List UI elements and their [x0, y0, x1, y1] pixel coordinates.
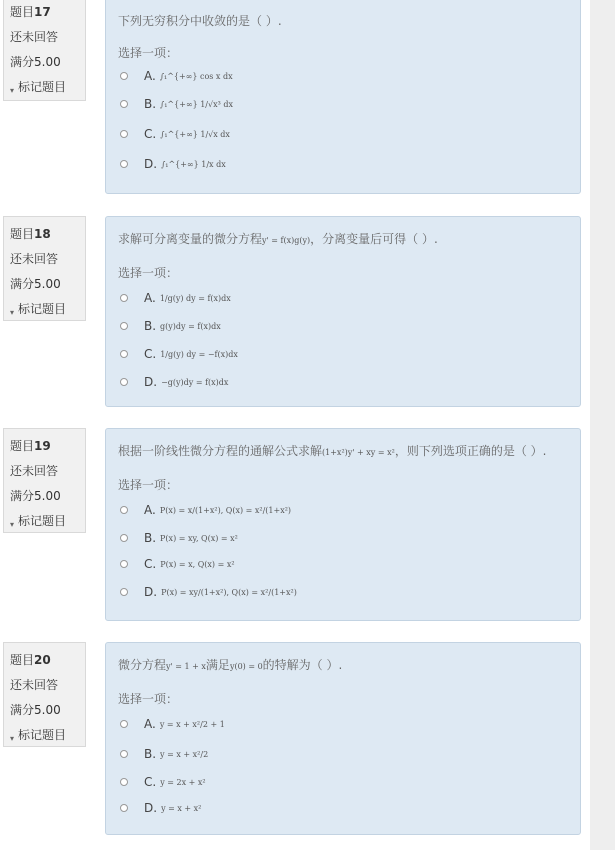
question-info [3, 216, 86, 321]
radio-button[interactable] [120, 100, 128, 108]
option-a[interactable]: A. P(x) = x/(1+x²), Q(x) = x²/(1+x²) [118, 495, 568, 525]
question-number: 题目18 [10, 227, 51, 241]
flag-icon: ▾ [10, 85, 15, 95]
option-math: −g(y)dy = f(x)dx [161, 377, 229, 387]
question-text: 根据一阶线性微分方程的通解公式求解(1+x²)y' + xy = x²，则下列选项正确的是（ ）. [118, 444, 547, 458]
options-list [118, 709, 568, 821]
option-c[interactable]: C. y = 2x + x² [118, 769, 568, 795]
option-d[interactable]: D. P(x) = xy/(1+x²), Q(x) = x²/(1+x²) [118, 577, 568, 607]
option-d[interactable]: D. y = x + x² [118, 795, 568, 821]
option-math: 1/g(y) dy = −f(x)dx [160, 349, 238, 359]
select-one-prompt: 选择一项： [118, 266, 179, 280]
question-panel [105, 428, 581, 621]
option-math: ∫₁^{+∞} cos x dx [159, 71, 233, 81]
select-one-prompt: 选择一项： [118, 478, 179, 492]
radio-button[interactable] [120, 534, 128, 542]
option-a[interactable]: A. ∫₁^{+∞} cos x dx [118, 63, 568, 89]
select-one-prompt: 选择一项： [118, 692, 179, 706]
answer-status: 还未回答 [10, 30, 59, 44]
option-c[interactable]: C. 1/g(y) dy = −f(x)dx [118, 339, 568, 369]
option-math: P(x) = x/(1+x²), Q(x) = x²/(1+x²) [159, 505, 292, 515]
option-b[interactable]: B. y = x + x²/2 [118, 739, 568, 769]
radio-button[interactable] [120, 160, 128, 168]
radio-button[interactable] [120, 750, 128, 758]
max-score: 满分5.00 [10, 277, 61, 291]
option-math: ∫₁^{+∞} 1/√x³ dx [160, 99, 233, 109]
max-score: 满分5.00 [10, 703, 61, 717]
max-score: 满分5.00 [10, 489, 61, 503]
question-panel [105, 0, 581, 194]
inline-math: y' = 1 + x [166, 662, 206, 671]
option-math: g(y)dy = f(x)dx [160, 321, 221, 331]
radio-button[interactable] [120, 322, 128, 330]
option-math: 1/g(y) dy = f(x)dx [159, 293, 231, 303]
option-math: P(x) = xy, Q(x) = x² [160, 533, 238, 543]
question-panel [105, 216, 581, 407]
radio-button[interactable] [120, 804, 128, 812]
flag-question-button[interactable] [10, 297, 85, 322]
radio-button[interactable] [120, 720, 128, 728]
question-text: 微分方程y' = 1 + x满足y(0) = 0的特解为（ ）. [118, 658, 343, 672]
question-text: 求解可分离变量的微分方程y' = f(x)g(y)，分离变量后可得（ ）. [118, 232, 438, 246]
radio-button[interactable] [120, 378, 128, 386]
select-one-prompt: 选择一项： [118, 46, 179, 60]
answer-status: 还未回答 [10, 678, 59, 692]
option-math: ∫₁^{+∞} 1/x dx [161, 159, 226, 169]
flag-label: 标记题目 [18, 728, 67, 742]
option-c[interactable]: C. ∫₁^{+∞} 1/√x dx [118, 119, 568, 149]
answer-status: 还未回答 [10, 252, 59, 266]
flag-question-button[interactable] [10, 509, 85, 534]
question-info [3, 428, 86, 533]
scrollbar-track[interactable] [590, 0, 615, 850]
option-a[interactable]: A. 1/g(y) dy = f(x)dx [118, 283, 568, 313]
option-d[interactable]: D. ∫₁^{+∞} 1/x dx [118, 149, 568, 179]
option-math: P(x) = x, Q(x) = x² [160, 559, 235, 569]
flag-label: 标记题目 [18, 80, 67, 94]
option-b[interactable]: B. ∫₁^{+∞} 1/√x³ dx [118, 89, 568, 119]
option-c[interactable]: C. P(x) = x, Q(x) = x² [118, 551, 568, 577]
flag-question-button[interactable] [10, 75, 85, 100]
question-number: 题目19 [10, 439, 51, 453]
flag-icon: ▾ [10, 307, 15, 317]
question-text: 下列无穷积分中收敛的是（ ）. [118, 14, 282, 28]
option-math: P(x) = xy/(1+x²), Q(x) = x²/(1+x²) [161, 587, 297, 597]
question-number: 题目17 [10, 5, 51, 19]
radio-button[interactable] [120, 588, 128, 596]
option-b[interactable]: B. g(y)dy = f(x)dx [118, 313, 568, 339]
answer-status: 还未回答 [10, 464, 59, 478]
radio-button[interactable] [120, 506, 128, 514]
option-math: y = x + x² [161, 803, 202, 813]
option-math: y = x + x²/2 + 1 [159, 719, 225, 729]
radio-button[interactable] [120, 350, 128, 358]
question-info [3, 642, 86, 747]
radio-button[interactable] [120, 778, 128, 786]
inline-math: (1+x²)y' + xy = x² [322, 448, 395, 457]
options-list [118, 283, 568, 395]
options-list [118, 495, 568, 607]
radio-button[interactable] [120, 72, 128, 80]
radio-button[interactable] [120, 130, 128, 138]
flag-label: 标记题目 [18, 302, 67, 316]
option-math: y = x + x²/2 [160, 749, 209, 759]
question-panel [105, 642, 581, 835]
max-score: 满分5.00 [10, 55, 61, 69]
radio-button[interactable] [120, 560, 128, 568]
inline-math-condition: y(0) = 0 [229, 662, 263, 671]
option-math: ∫₁^{+∞} 1/√x dx [160, 129, 230, 139]
option-b[interactable]: B. P(x) = xy, Q(x) = x² [118, 525, 568, 551]
option-a[interactable]: A. y = x + x²/2 + 1 [118, 709, 568, 739]
question-number: 题目20 [10, 653, 51, 667]
flag-question-button[interactable] [10, 723, 85, 748]
question-info [3, 0, 86, 101]
radio-button[interactable] [120, 294, 128, 302]
flag-label: 标记题目 [18, 514, 67, 528]
option-d[interactable]: D. −g(y)dy = f(x)dx [118, 369, 568, 395]
inline-math: y' = f(x)g(y) [262, 236, 311, 245]
flag-icon: ▾ [10, 733, 15, 743]
flag-icon: ▾ [10, 519, 15, 529]
option-math: y = 2x + x² [160, 777, 206, 787]
options-list [118, 63, 568, 179]
